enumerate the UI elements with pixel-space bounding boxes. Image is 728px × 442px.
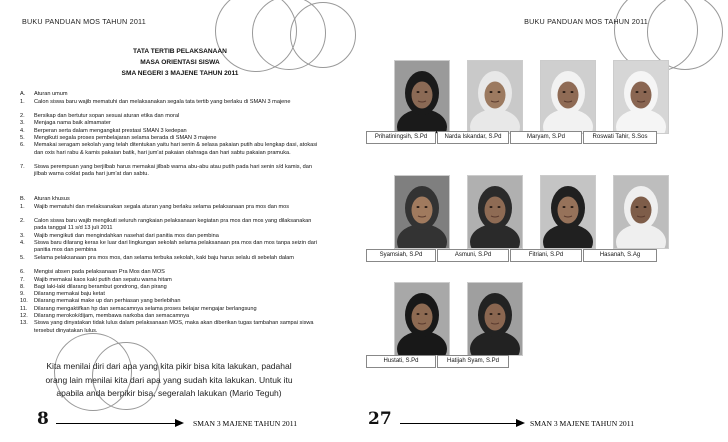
- staff-name: Hasanah, S.Ag: [583, 249, 657, 262]
- staff-photo: [467, 175, 523, 249]
- footer-arrow-icon: [175, 419, 184, 427]
- staff-name: Hustati, S.Pd: [366, 355, 436, 368]
- staff-photo: [467, 282, 523, 356]
- rule-item: [20, 313, 320, 320]
- rule-text: Wajib memakai kaos kaki putih dan sepatu warna hitam: [34, 276, 172, 283]
- section-heading: [20, 91, 320, 98]
- staff-photo: [394, 282, 450, 356]
- staff-photo: [613, 60, 669, 134]
- rule-item: [20, 120, 320, 127]
- rule-text: Dilarang memakai make up dan perhiasan yang berlebihan: [34, 298, 181, 305]
- motivational-quote: [34, 360, 304, 401]
- rule-item: [20, 99, 320, 106]
- rule-text: Siswa baru dilarang keras ke luar dari lingkungan sekolah selama pelaksanaan pra mos dan mos tanpa seizin dari panitia mos dan pembina: [34, 240, 317, 254]
- rule-text: Mengikuti segala proses pembelajaran selama berada di SMAN 3 majene: [34, 135, 217, 141]
- rule-item: [20, 298, 320, 305]
- staff-photo: [394, 175, 450, 249]
- decorative-circle: [290, 2, 356, 68]
- section-letter: A.: [20, 91, 26, 97]
- page-footer: SMAN 3 MAJENE TAHUN 2011: [530, 419, 635, 428]
- rule-number: 11.: [20, 305, 28, 312]
- staff-photo: [467, 60, 523, 134]
- staff-photo: [394, 60, 450, 134]
- rule-number: 10.: [20, 298, 28, 305]
- staff-name: Hatijah Syam, S.Pd: [437, 355, 509, 368]
- rule-item: [20, 233, 320, 240]
- staff-name: Syamsiah, S.Pd: [366, 249, 436, 262]
- rule-item: [20, 306, 320, 313]
- rule-text: Memakai seragam sekolah yang telah ditentukan yaitu hari senin & selasa pakaian putih abu lengkap dasi, atokasi dan oxis hari rabu & kamis pakaian batik, hari jum'at pakaian olahraga dan hari sabtu pakaian pramuka.: [34, 142, 318, 156]
- footer-arrow-icon: [516, 419, 525, 427]
- rule-number: 2.: [20, 218, 25, 225]
- section-title: Aturan khusus: [34, 196, 70, 202]
- rule-text: Dilarang merokok/dijam, membawa narkoba dan semacamnya: [34, 313, 190, 319]
- rule-text: Bagi laki-laki dilarang berambut gondrong, dan pirang: [34, 283, 167, 290]
- staff-name: Prihatiningsih, S.Pd: [366, 131, 436, 144]
- rule-item: [20, 135, 320, 142]
- rule-text: Menjaga nama baik almamater: [34, 120, 111, 127]
- rule-text: Calon siswa baru wajib mengikuti seluruh rangkaian pelaksanaan kegiatan pra mos dan mos yang dilaksanakan pada tanggal 11 s/d 13 juli 2011: [34, 218, 312, 232]
- quote-line: apabila anda berpikir bisa, segeralah lakukan (Mario Teguh): [56, 388, 282, 399]
- section-heading: [20, 196, 320, 203]
- title-line: TATA TERTIB PELAKSANAAN: [133, 48, 227, 55]
- rule-item: [20, 142, 320, 157]
- rule-item: [20, 255, 320, 262]
- rule-text: Berperan serta dalam mengangkat prestasi SMAN 3 kedepan: [34, 127, 187, 134]
- rule-text: Siswa yang dinyatakan tidak lulus dalam pelaksanaan MOS, maka akan diberikan tugas tambahan sampai siswa tersebut dinyatakan lulus.: [34, 320, 314, 334]
- rule-text: Bersikap dan bertutur sopan sesuai aturan etika dan moral: [34, 113, 180, 120]
- rule-number: 7.: [20, 276, 25, 283]
- title-line: MASA ORIENTASI SISWA: [140, 59, 220, 66]
- page-header: BUKU PANDUAN MOS TAHUN 2011: [524, 17, 648, 26]
- rule-number: 6.: [20, 269, 25, 276]
- rule-text: Wajib mengikuti dan mengindahkan nasehat dari panitia mos dan pembina: [34, 232, 219, 239]
- staff-photo: [613, 175, 669, 249]
- rule-number: 12.: [20, 313, 28, 319]
- staff-photo: [540, 175, 596, 249]
- rule-item: [20, 204, 320, 211]
- rule-number: 3.: [20, 120, 25, 127]
- staff-name: Narda Iskandar, S.Pd: [437, 131, 509, 144]
- rule-item: [20, 291, 320, 298]
- footer-rule: [56, 423, 176, 424]
- rule-number: 1.: [20, 98, 25, 105]
- section-letter: B.: [20, 196, 26, 202]
- rule-number: 9.: [20, 291, 25, 298]
- rule-number: 1.: [20, 203, 25, 210]
- rule-item: [20, 284, 320, 291]
- rule-text: Wajib mematuhi dan melaksanakan segala aturan yang berlaku selama pelaksanaan pra mos dan mos: [34, 203, 290, 210]
- rule-item: [20, 240, 320, 255]
- staff-name: Fitriani, S.Pd: [510, 249, 582, 262]
- rule-number: 3.: [20, 232, 25, 239]
- rule-item: [20, 164, 320, 179]
- rule-number: 2.: [20, 113, 25, 120]
- right-page: [364, 0, 728, 442]
- section-title: Aturan umum: [34, 91, 68, 97]
- rule-text: Dilarang memakai baju ketat: [34, 291, 105, 298]
- rule-number: 4.: [20, 240, 25, 246]
- rule-item: [20, 113, 320, 120]
- quote-line: orang lain menilai kita dari apa yang sudah kita lakukan. Untuk itu: [45, 374, 293, 385]
- rule-number: 13.: [20, 320, 28, 327]
- rule-text: Dilarang mengaktifkan hp dan semacamnya selama proses belajar mengajar berlangsung: [34, 305, 257, 312]
- title-line: SMA NEGERI 3 MAJENE TAHUN 2011: [121, 70, 239, 77]
- rule-item: [20, 128, 320, 135]
- page-number: 8: [37, 409, 49, 429]
- page-footer: SMAN 3 MAJENE TAHUN 2011: [193, 419, 298, 428]
- rule-number: 8.: [20, 283, 25, 290]
- rule-text: Selama pelaksanaan pra mos mos, dan selama terbuka sekolah, kaki baju harus selalu di sebelah dalam: [34, 254, 294, 261]
- staff-name: Asmuni, S.Pd: [437, 249, 509, 262]
- rule-text: Mengisi absen pada pelaksanaan Pra Mos dan MOS: [34, 269, 165, 276]
- quote-line: Kita menilai diri dari apa yang kita pikir bisa kita lakukan, padahal: [46, 361, 292, 371]
- page-header: BUKU PANDUAN MOS TAHUN 2011: [22, 17, 146, 26]
- footer-rule: [400, 423, 518, 424]
- page-number: 27: [368, 409, 392, 429]
- rule-number: 5.: [20, 135, 25, 141]
- rule-item: [20, 218, 320, 233]
- rule-number: 6.: [20, 142, 25, 149]
- rule-item: [20, 320, 320, 335]
- staff-photo: [540, 60, 596, 134]
- rule-text: Siswa perempuan yang berjilbab harus memakai jilbab warna abu-abu atau putih pada hari senin s/d kamis, dan jilbab warna coklat pada hari jum'at dan sabtu.: [34, 164, 312, 178]
- staff-name: Maryam, S.Pd: [510, 131, 582, 144]
- staff-name: Roswati Tahir, S.Sos: [583, 131, 657, 144]
- rule-number: 7.: [20, 164, 25, 171]
- rule-item: [20, 269, 320, 276]
- rule-item: [20, 277, 320, 284]
- document-title: [70, 46, 290, 79]
- rule-text: Calon siswa baru wajib mematuhi dan melaksanakan segala tata tertib yang berlaku di SMAN 3 majene: [34, 98, 291, 105]
- rule-number: 4.: [20, 127, 25, 134]
- rule-number: 5.: [20, 254, 25, 261]
